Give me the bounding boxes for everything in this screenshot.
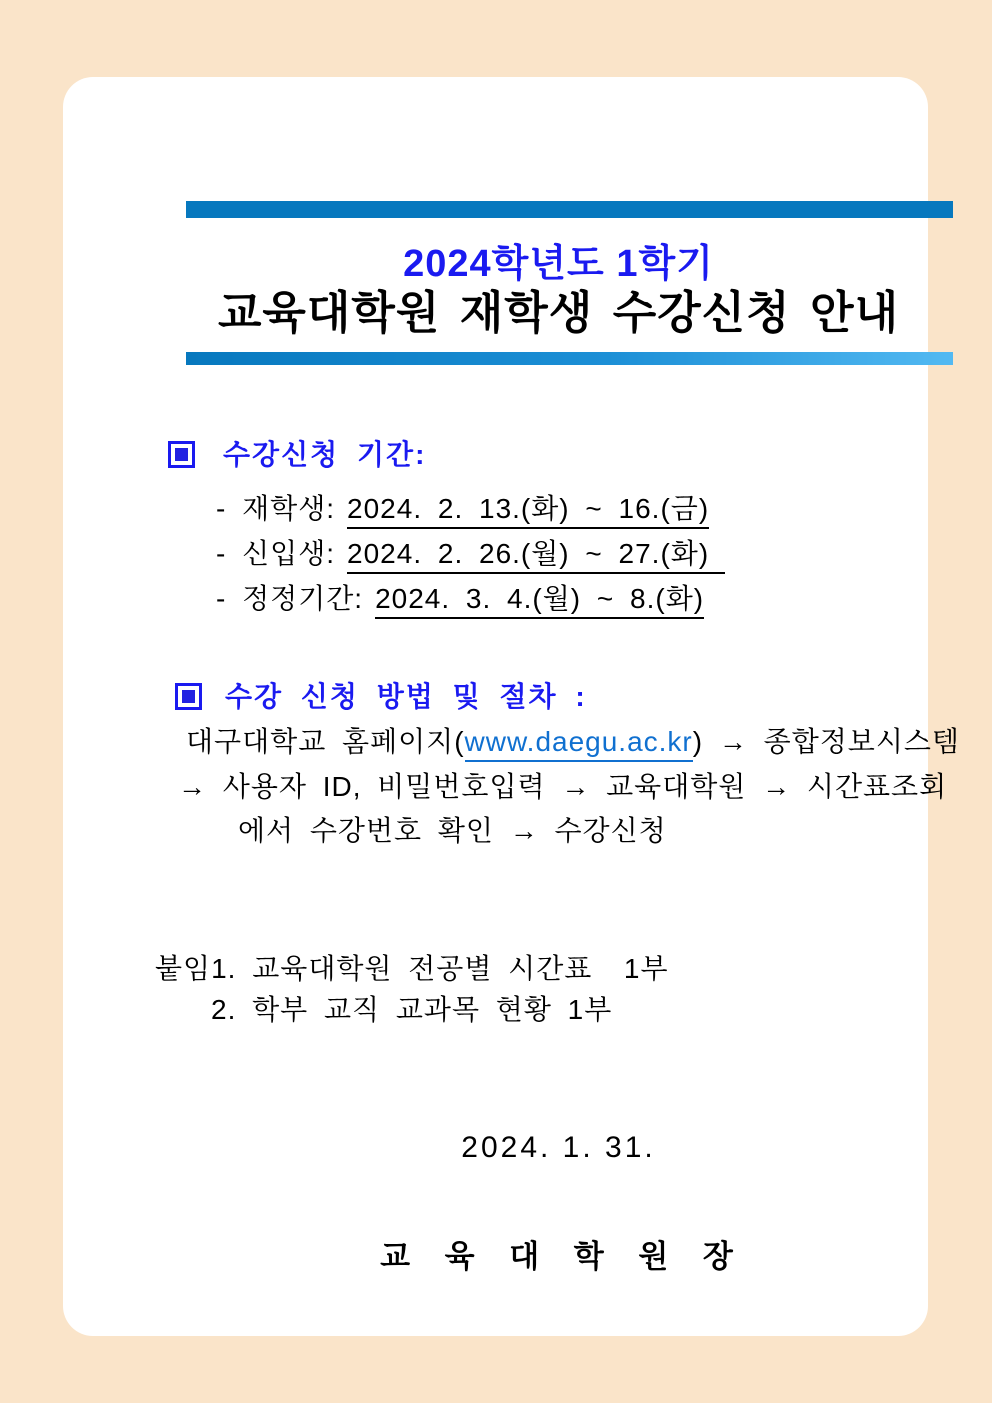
header-top-bar bbox=[186, 201, 953, 218]
period-item-label: - 정정기간: bbox=[216, 583, 364, 614]
registration-method-section bbox=[175, 681, 587, 712]
period-item-correction bbox=[216, 583, 704, 615]
document-date: 2024. 1. 31. bbox=[461, 1131, 656, 1164]
period-item-date: 2024. 2. 13.(화) ~ 16.(금) bbox=[347, 493, 709, 529]
document-title: 교육대학원 재학생 수강신청 안내 bbox=[217, 287, 900, 338]
section-bullet-inner-square bbox=[182, 690, 195, 703]
section-bullet-icon bbox=[175, 683, 202, 710]
header-bottom-bar bbox=[186, 352, 953, 365]
method-line-1 bbox=[186, 726, 960, 758]
period-item-label: - 재학생: bbox=[216, 493, 336, 524]
document-card bbox=[63, 77, 960, 1336]
section-bullet-icon bbox=[168, 441, 195, 468]
daegu-homepage-link[interactable]: www.daegu.ac.kr bbox=[465, 726, 693, 762]
period-item-current-students bbox=[216, 493, 709, 525]
period-item-new-students bbox=[216, 538, 725, 570]
attachment-line-1: 붙임1. 교육대학원 전공별 시간표 1부 bbox=[155, 953, 669, 984]
registration-method-title: 수강 신청 방법 및 절차 : bbox=[225, 681, 587, 712]
method-line-3: 에서 수강번호 확인 → 수강신청 bbox=[238, 815, 667, 846]
period-item-date: 2024. 3. 4.(월) ~ 8.(화) bbox=[375, 583, 704, 619]
semester-title: 2024학년도 1학기 bbox=[403, 243, 714, 285]
period-item-date: 2024. 2. 26.(월) ~ 27.(화) bbox=[347, 538, 725, 574]
registration-period-section bbox=[168, 439, 426, 470]
method-line-2: → 사용자 ID, 비밀번호입력 → 교육대학원 → 시간표조회 bbox=[178, 771, 948, 802]
period-item-label: - 신입생: bbox=[216, 538, 336, 569]
method-line1-post: ) → 종합정보시스템 bbox=[692, 726, 960, 757]
attachment-line-2: 2. 학부 교직 교과목 현황 1부 bbox=[211, 994, 613, 1025]
registration-period-title: 수강신청 기간: bbox=[223, 439, 427, 470]
section-bullet-inner-square bbox=[175, 448, 188, 461]
method-line1-pre: 대구대학교 홈페이지( bbox=[186, 726, 465, 757]
signature-dean-of-graduate-school: 교 육 대 학 원 장 bbox=[380, 1239, 737, 1274]
